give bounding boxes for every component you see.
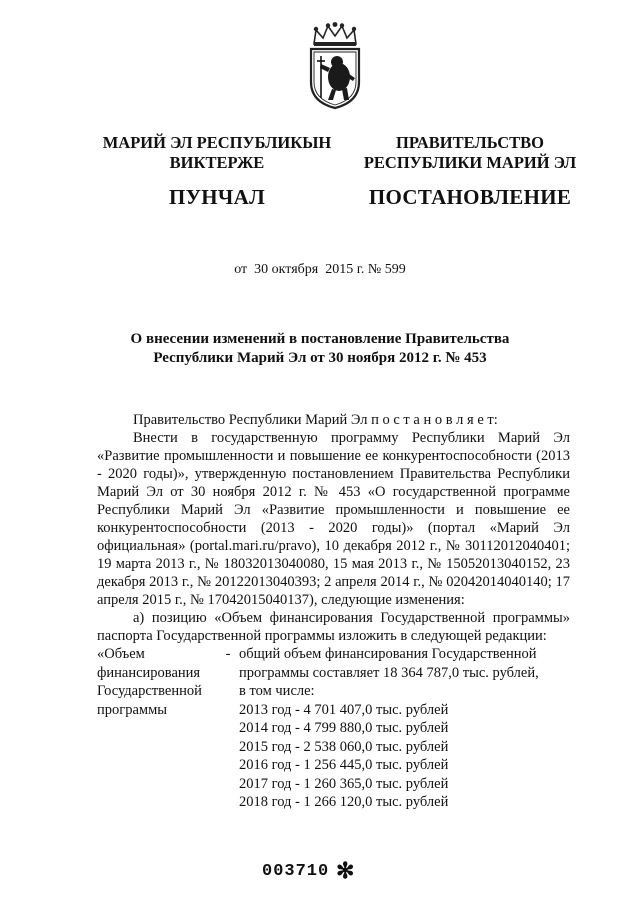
header-left-line2: ВИКТЕРЖЕ (169, 153, 265, 172)
title-line2: Республики Марий Эл от 30 ноября 2012 г. № 453 (153, 350, 487, 366)
header-left-doc-type: ПУНЧАЛ (168, 185, 266, 209)
asterisk-mark-icon: ✻ (336, 858, 355, 883)
financing-year-row: 2015 год - 2 538 060,0 тыс. рублей (239, 738, 449, 755)
financing-year-row: 2013 год - 4 701 407,0 тыс. рублей (239, 701, 449, 718)
body-intro: Правительство Республики Марий Эл п о с т а н о в л я е т: (133, 412, 498, 428)
header-right-doc-type: ПОСТАНОВЛЕНИЕ (368, 185, 572, 209)
crown-icon (314, 22, 356, 46)
financing-values (239, 645, 570, 812)
coat-of-arms-emblem (306, 22, 364, 110)
financing-dash: - (225, 646, 231, 662)
financing-year-row: 2017 год - 1 260 365,0 тыс. рублей (239, 775, 449, 792)
body-paragraph-1: Внести в государственную программу Республики Марий Эл «Развитие промышленности и повышение ее конкурентоспособности (2013 - 2020 годы)», утвержденную постановлением Правительства Республики Марий Эл от 30 ноября 2012 г. № 453 «О государственной программе Республики Марий Эл «Развитие промышленности и повышение ее конкурентоспособности (2013 - 2020 годы)» (портал «Марий Эл официальная» (portal.mari.ru/pravo), 10 декабря 2012 г., № 30112012040401; 19 марта 2013 г., № 18032013040080, 15 мая 2013 г., № 15052013040152, 23 декабря 2013 г., № 20122013040393; 2 апреля 2014 г., № 02042014040140; 17 апреля 2015 г., № 17042015040137), следующие изменения: (97, 430, 570, 608)
financing-total: общий объем финансирования Государственной программы составляет 18 364 787,0 тыс. рублей, (239, 646, 539, 681)
header-left-block (92, 133, 342, 209)
financing-year-row: 2018 год - 1 266 120,0 тыс. рублей (239, 794, 449, 810)
document-title (80, 330, 560, 368)
title-line1: О внесении изменений в постановление Правительства (130, 331, 510, 347)
document-body (97, 411, 570, 812)
financing-year-row: 2014 год - 4 799 880,0 тыс. рублей (239, 720, 449, 736)
financing-label-line: Государственной (97, 683, 202, 699)
financing-label (97, 645, 217, 812)
header-right-line1: ПРАВИТЕЛЬСТВО (396, 133, 544, 152)
financing-label-line: финансирования (97, 664, 201, 681)
body-paragraph-2: а) позицию «Объем финансирования Государственной программы» паспорта Государственной программы изложить в следующей редакции: (97, 610, 570, 644)
financing-label-line: программы (97, 701, 167, 718)
document-date-number: от 30 октября 2015 г. № 599 (234, 262, 406, 277)
financing-including: в том числе: (239, 683, 315, 699)
header-right-block (350, 133, 590, 209)
financing-table (97, 645, 570, 812)
financing-year-row: 2016 год - 1 256 445,0 тыс. рублей (239, 757, 449, 773)
serial-number: 003710 (262, 862, 330, 881)
header-right-line2: РЕСПУБЛИКИ МАРИЙ ЭЛ (363, 153, 577, 172)
header-left-line1: МАРИЙ ЭЛ РЕСПУБЛИКЫН (102, 133, 332, 152)
financing-label-line: «Объем (97, 646, 145, 662)
